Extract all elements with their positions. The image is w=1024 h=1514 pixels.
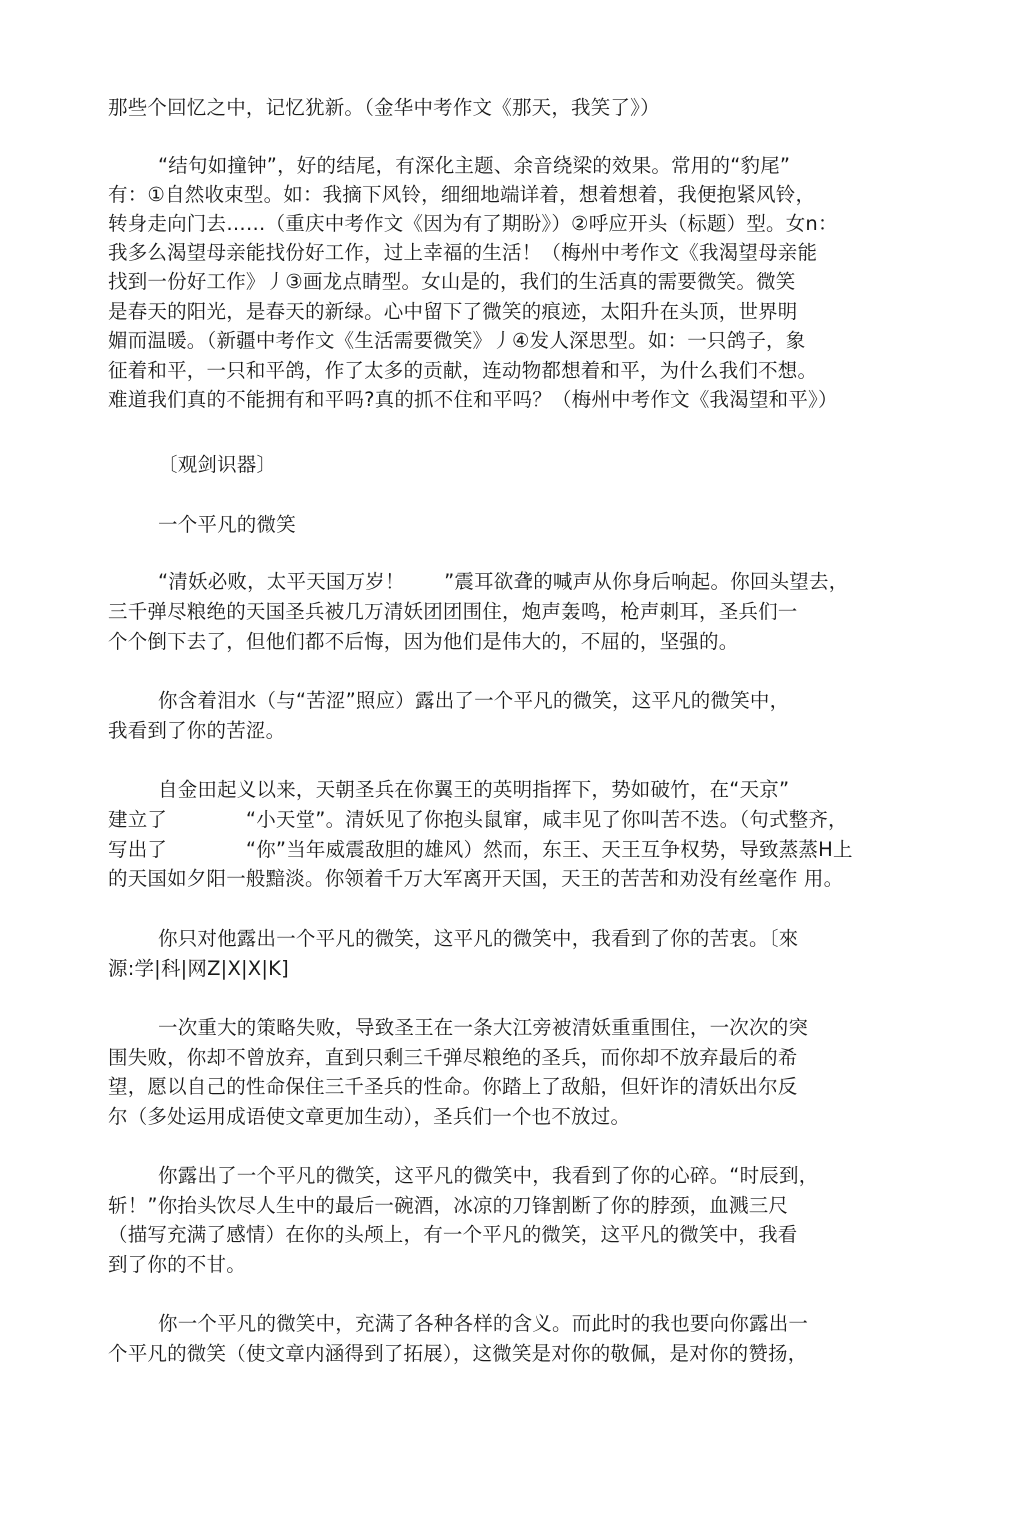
- text-line: 望，愿以自己的性命保住三千圣兵的性命。你踏上了敌船，但奸诈的清妖出尔反: [108, 1075, 798, 1098]
- text-line: 你一个平凡的微笑中，充满了各种各样的含义。而此时的我也要向你露出一: [158, 1312, 809, 1335]
- text-line: 我看到了你的苦涩。: [108, 719, 286, 742]
- text-line: 个平凡的微笑（使文章内涵得到了拓展），这微笑是对你的敬佩，是对你的赞扬，: [108, 1342, 808, 1365]
- text-line: “清妖必败，太平天国万岁！ ”震耳欲聋的喊声从你身后响起。你回头望去，: [158, 570, 849, 593]
- section-heading: 〔观剑识器〕: [158, 453, 277, 476]
- text-line: 我多么渴望母亲能找份好工作，过上幸福的生活！（梅州中考作文《我渴望母亲能: [108, 241, 818, 264]
- text-line: 建立了 “小天堂”。清妖见了你抱头鼠窜，咸丰见了你叫苦不迭。（句式整齐，: [108, 808, 848, 831]
- text-line: 自金田起义以来，天朝圣兵在你翼王的英明指挥下，势如破竹，在“天京”: [158, 778, 790, 801]
- text-line: 媚而温暖。（新疆中考作文《生活需要微笑》丿④发人深思型。如：一只鸽子，象: [108, 329, 806, 352]
- text-line: 个个倒下去了，但他们都不后悔，因为他们是伟大的，不屈的，坚强的。: [108, 630, 739, 653]
- text-line: 的天国如夕阳一般黯淡。你领着千万大军离开天国，天王的苦苦和劝没有丝毫作 用。: [108, 867, 844, 890]
- text-line: 转身走向门去……（重庆中考作文《因为有了期盼》）②呼应开头（标题）型。女n：: [108, 212, 838, 235]
- text-line: 找到一份好工作》丿③画龙点睛型。女山是的，我们的生活真的需要微笑。微笑: [108, 270, 796, 293]
- text-line: 是春天的阳光，是春天的新绿。心中留下了微笑的痕迹，太阳升在头顶，世界明: [108, 300, 798, 323]
- text-line: 尔（多处运用成语使文章更加生动），圣兵们一个也不放过。: [108, 1105, 631, 1128]
- text-line: 难道我们真的不能拥有和平吗?真的抓不住和平吗？（梅州中考作文《我渴望和平》）: [108, 388, 838, 411]
- text-line: 斩！”你抬头饮尽人生中的最后一碗酒，冰凉的刀锋割断了你的脖颈，血溅三尺: [108, 1194, 789, 1217]
- text-line: 你含着泪水（与“苦涩”照应）露出了一个平凡的微笑，这平凡的微笑中，: [158, 689, 790, 712]
- text-line: 你露出了一个平凡的微笑，这平凡的微笑中，我看到了你的心碎。“时辰到，: [158, 1164, 819, 1187]
- text-line: （描写充满了感情）在你的头颅上，有一个平凡的微笑，这平凡的微笑中，我看: [108, 1223, 798, 1246]
- text-line: 那些个回忆之中，记忆犹新。（金华中考作文《那天，我笑了》）: [108, 96, 660, 119]
- text-line: 写出了 “你”当年威震敌胆的雄风）然而，东王、天王互争权势，导致蒸蒸H上: [108, 838, 853, 861]
- text-line: 源:学|科|网Z|X|X|K]: [108, 957, 289, 980]
- text-line: 有：①自然收束型。如：我摘下风铃，细细地端详着，想着想着，我便抱紧风铃，: [108, 183, 816, 206]
- text-line: 围失败，你却不曾放弃，直到只剩三千弹尽粮绝的圣兵，而你却不放弃最后的希: [108, 1046, 798, 1069]
- text-line: 一次重大的策略失败，导致圣王在一条大江旁被清妖重重围住，一次次的突: [158, 1016, 809, 1039]
- text-line: 三千弹尽粮绝的天国圣兵被几万清妖团团围住，炮声轰鸣，枪声刺耳，圣兵们一: [108, 600, 798, 623]
- text-line: 到了你的不甘。: [108, 1253, 246, 1276]
- text-line: “结句如撞钟”，好的结尾，有深化主题、余音绕梁的效果。常用的“豹尾”: [158, 154, 791, 177]
- text-line: 征着和平，一只和平鸽，作了太多的贡献，连动物都想着和平，为什么我们不想。: [108, 359, 818, 382]
- essay-title: 一个平凡的微笑: [158, 513, 296, 536]
- text-line: 你只对他露出一个平凡的微笑，这平凡的微笑中，我看到了你的苦衷。〔來: [158, 927, 799, 950]
